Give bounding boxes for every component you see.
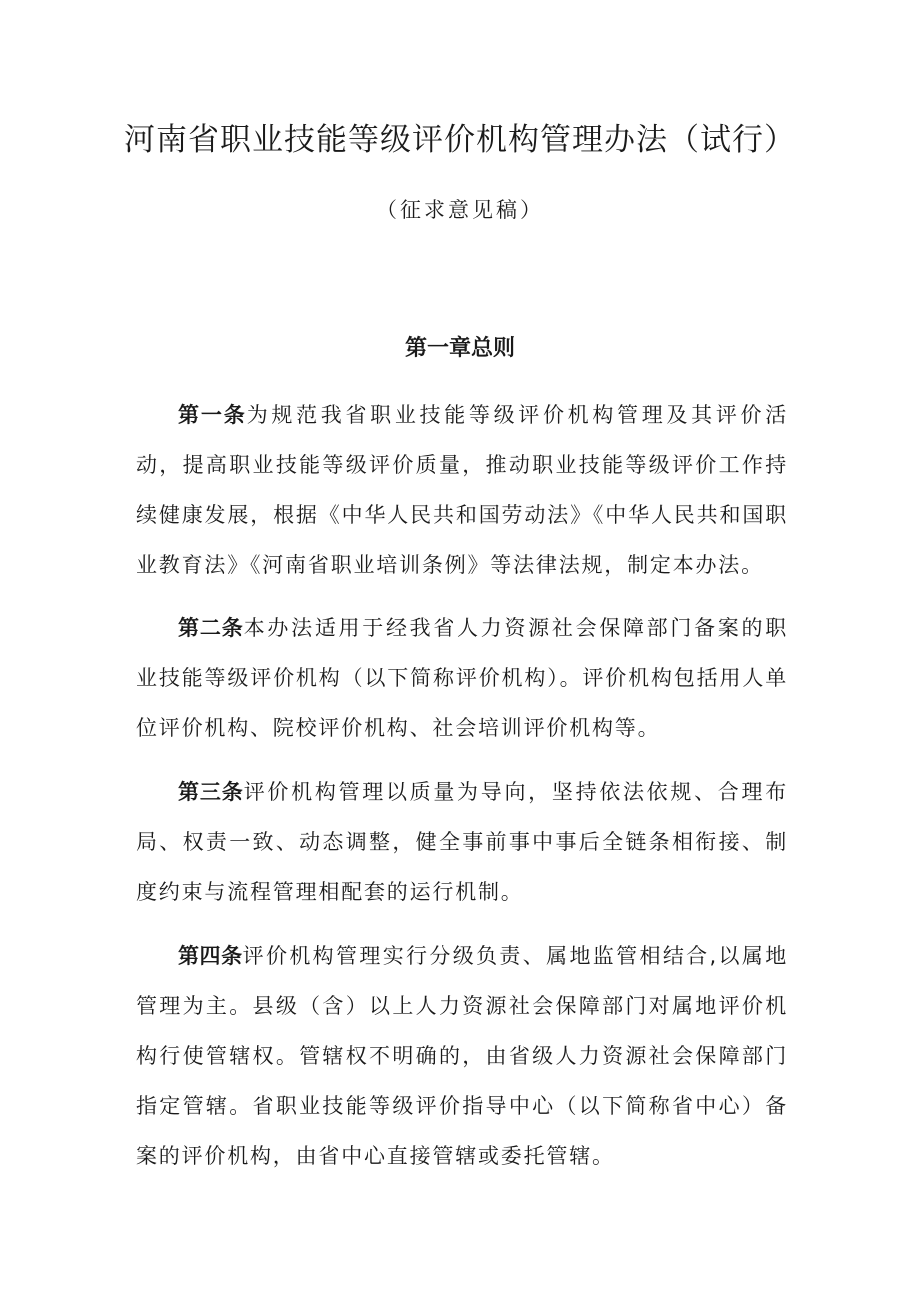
article-text: 评价机构管理实行分级负责、属地监管相结合,以属地管理为主。县级（含）以上人力资源社会保障部门对属地评价机构行使管辖权。管辖权不明确的，由省级人力资源社会保障部门指定管辖。省职业技能等级评价指导中心（以下简称省中心）备案的评价机构，由省中心直接管辖或委托管辖。 — [136, 944, 789, 1168]
article-text: 评价机构管理以质量为导向，坚持依法依规、合理布局、权责一致、动态调整，健全事前事中事后全链条相衔接、制度约束与流程管理相配套的运行机制。 — [136, 780, 788, 904]
article-label: 第二条 — [178, 616, 244, 640]
article-paragraph — [136, 767, 788, 917]
article-text: 为规范我省职业技能等级评价机构管理及其评价活动，提高职业技能等级评价质量，推动职业技能等级评价工作持续健康发展，根据《中华人民共和国劳动法》《中华人民共和国职业教育法》《河南省职业培训条例》等法律法规，制定本办法。 — [136, 403, 789, 577]
article-paragraph — [136, 390, 788, 590]
document-title: 河南省职业技能等级评价机构管理办法（试行） — [124, 122, 796, 158]
document-subtitle: （征求意见稿） — [376, 198, 544, 222]
article-label: 第一条 — [178, 403, 247, 427]
chapter-title: 第一章总则 — [404, 336, 515, 361]
article-label: 第三条 — [178, 780, 244, 804]
article-paragraph — [136, 603, 788, 753]
article-label: 第四条 — [178, 944, 243, 968]
article-paragraph — [136, 931, 788, 1181]
article-text: 本办法适用于经我省人力资源社会保障部门备案的职业技能等级评价机构（以下简称评价机构）。评价机构包括用人单位评价机构、院校评价机构、社会培训评价机构等。 — [136, 616, 788, 740]
